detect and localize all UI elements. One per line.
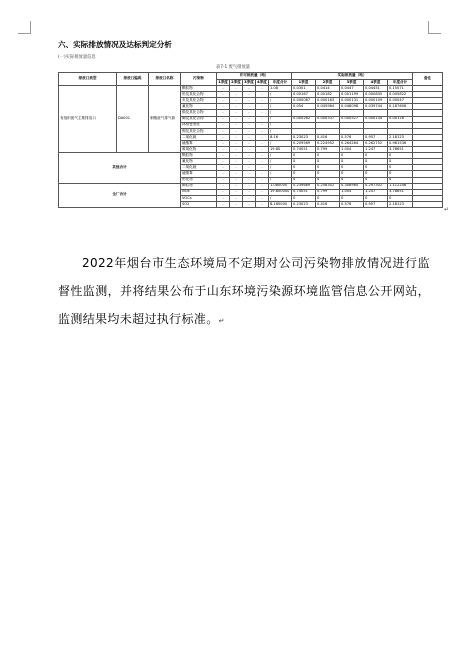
actual-value-cell: 0 [388,171,413,177]
actual-value-cell: 0 [388,159,413,165]
permit-value-cell: - [256,128,269,134]
permit-value-cell: - [230,177,243,183]
sub-title: (一)实际排放量信息 [58,55,96,60]
permit-value-cell: - [243,201,256,207]
permit-value-cell: - [256,116,269,122]
permit-value-cell: / [269,195,292,201]
header-actual-q3: 3季度 [340,80,364,86]
permit-value-cell: - [256,189,269,195]
permit-value-cell: - [243,189,256,195]
actual-value-cell: 0.576 [340,134,364,140]
permit-value-cell: - [217,86,230,92]
actual-value-cell: 1.004 [340,147,364,153]
actual-value-cell: 0 [388,195,413,201]
permit-value-cell: - [243,116,256,122]
actual-value-cell: 0.209569 [292,140,316,146]
pollutant-cell: 氟化物 [181,159,217,165]
actual-value-cell: 0.297302 [364,183,388,189]
permit-value-cell: - [217,128,230,134]
permit-value-cell: - [217,140,230,146]
actual-value-cell: 1.247 [364,189,388,195]
permit-value-cell: / [269,177,292,183]
actual-value-cell: 0 [364,159,388,165]
permit-value-cell: / [269,171,292,177]
permit-value-cell: - [243,171,256,177]
pollutant-cell: SO2 [181,201,217,207]
actual-value-cell: 0 [316,165,340,171]
actual-value-cell: 0.15071 [388,86,413,92]
permit-value-cell: - [230,140,243,146]
permit-value-cell: - [243,134,256,140]
permit-value-cell: - [243,159,256,165]
permit-value-cell: / [269,116,292,122]
actual-value-cell: 0.001199 [340,92,364,98]
permit-value-cell: - [230,86,243,92]
actual-value-cell: 0.258352 [316,183,340,189]
actual-value-cell: 0.000134 [364,116,388,122]
permit-value-cell: - [217,195,230,201]
permit-value-cell: - [256,110,269,116]
actual-value-cell: 0 [364,177,388,183]
permit-value-cell: / [269,153,292,159]
header-actual-q1: 1季度 [292,80,316,86]
header-actual-q4: 4季度 [364,80,388,86]
permit-value-cell: 19.80 [269,147,292,153]
permit-value-cell: / [269,92,292,98]
permit-value-cell: - [256,86,269,92]
actual-value-cell: 0 [364,153,388,159]
permit-value-cell: - [230,189,243,195]
actual-value-cell: 0.262752 [364,140,388,146]
actual-value-cell: 0.000337 [316,116,340,122]
actual-value-cell: 0.039744 [364,104,388,110]
permit-value-cell: - [230,165,243,171]
permit-value-cell: - [217,110,230,116]
actual-value-cell: 0.000087 [292,98,316,104]
actual-value-cell: 0 [340,153,364,159]
permit-value-cell: - [217,116,230,122]
header-pollutant: 污染物 [181,73,217,86]
permit-value-cell: - [217,98,230,104]
pollutant-cell: 硫酸雾 [181,140,217,146]
header-permit-total: 年度合计 [269,80,292,86]
paragraph-mark: ↵ [218,317,225,325]
actual-value-cell: 0.000835 [364,92,388,98]
permit-value-cell: / [269,165,292,171]
actual-value-cell: 0 [292,177,316,183]
actual-value-cell: 0.308964 [340,183,364,189]
actual-value-cell: 0 [364,171,388,177]
permit-value-cell: / [269,104,292,110]
pollutant-cell: 二氧化硫 [181,165,217,171]
permit-value-cell: - [230,110,243,116]
permit-value-cell: - [256,183,269,189]
plant-total-label: 全厂合计 [59,183,181,207]
permit-value-cell: - [230,183,243,189]
actual-value-cell: 3.78651 [388,189,413,195]
pollutant-cell: 铅化物 [181,177,217,183]
permit-value-cell: - [217,153,230,159]
actual-value-cell: 0 [388,177,413,183]
header-remark: 备注 [413,73,443,86]
actual-value-cell: 0.0301 [292,86,316,92]
header-outlet-name: 排放口名称 [149,73,181,86]
permit-value-cell: - [230,201,243,207]
pollutant-cell: 颗粒物 [181,183,217,189]
pollutant-cell: 硫酸雾 [181,171,217,177]
body-paragraph-text: 2022年烟台市生态环境局不定期对公司污染物排放情况进行监督性监测，并将结果公布于山东环境污染源环境监管信息公开网站，监测结果均未超过执行标准。 [58,256,430,326]
pollutant-cell: NOx [181,189,217,195]
permit-value-cell: / [269,110,292,116]
header-outlet-type: 排放口类型 [59,73,117,86]
actual-value-cell: 0.00047 [388,98,413,104]
permit-value-cell: 8.160000 [269,201,292,207]
permit-value-cell: / [269,159,292,165]
permit-value-cell: / [269,98,292,104]
actual-value-cell: 0 [388,153,413,159]
actual-value-cell: 1.112246 [388,183,413,189]
actual-value-cell: 0.576 [340,201,364,207]
actual-value-cell: 0 [316,177,340,183]
permit-value-cell: - [256,104,269,110]
permit-value-cell: - [256,195,269,201]
permit-value-cell: - [217,159,230,165]
page-corner-mark-top-right [428,21,441,34]
permit-value-cell: - [243,147,256,153]
actual-value-cell: 0.264264 [340,140,364,146]
permit-value-cell: - [243,177,256,183]
actual-value-cell: 0 [364,195,388,201]
permit-value-cell: - [230,147,243,153]
permit-value-cell: - [217,134,230,140]
permit-value-cell: - [217,122,230,128]
actual-value-cell: 0 [340,195,364,201]
permit-value-cell: - [217,165,230,171]
header-actual-q2: 2季度 [316,80,340,86]
actual-value-cell: 0.416 [316,201,340,207]
permit-value-cell: - [256,92,269,98]
header-actual-total: 年度合计 [388,80,413,86]
actual-value-cell: 0.045964 [316,104,340,110]
outlet-code-cell: DA001 [117,86,149,153]
actual-value-cell: 0 [316,195,340,201]
table-caption: 表7-1 废气排放量 [215,65,251,70]
actual-value-cell: 0.416 [316,134,340,140]
actual-value-cell: 1.004 [340,189,364,195]
body-paragraph [58,249,430,335]
actual-value-cell: 0 [364,165,388,171]
remark-cell [413,201,443,207]
actual-value-cell: 0.054 [292,104,316,110]
actual-value-cell: 0 [316,159,340,165]
pollutant-cell: 颗粒物 [181,86,217,92]
permit-value-cell: - [243,140,256,146]
permit-value-cell: - [256,98,269,104]
permit-value-cell: - [217,147,230,153]
pollutant-cell: 汞及其化合物 [181,98,217,104]
actual-value-cell: 0.957 [364,201,388,207]
outlet-type-cell: 有组织废气主要排放口 [59,86,117,153]
permit-value-cell: - [243,195,256,201]
actual-value-cell: 0 [340,171,364,177]
actual-value-cell: 0.224952 [316,140,340,146]
section-title: 六、实际排放情况及达标判定分析 [58,40,172,49]
paragraph-mark: ↵ [444,206,450,213]
permit-value-cell: - [256,140,269,146]
permit-value-cell: - [256,201,269,207]
permit-value-cell: - [256,122,269,128]
pollutant-cell: 铅及其化合物 [181,92,217,98]
pollutant-cell: 镉及其化合物 [181,110,217,116]
permit-value-cell: - [230,153,243,159]
actual-value-cell: 1.247 [364,147,388,153]
actual-value-cell: 0.23023 [292,134,316,140]
header-permit-group: 许可排放量（吨） [217,73,292,80]
permit-value-cell: - [217,189,230,195]
permit-value-cell: - [256,177,269,183]
header-outlet-code: 排放口编码 [117,73,149,86]
permit-value-cell: - [243,122,256,128]
actual-value-cell: 0.00128 [388,116,413,122]
pollutant-cell: 锡及其化合物 [181,128,217,134]
header-permit-q4: 4季度 [257,79,267,84]
permit-value-cell: - [217,92,230,98]
actual-value-cell: 0.0414 [316,86,340,92]
actual-value-cell: 0 [316,153,340,159]
actual-value-cell: 0.00167 [292,92,316,98]
permit-value-cell: - [230,134,243,140]
permit-value-cell: / [269,128,292,134]
permit-value-cell: / [269,140,292,146]
permit-value-cell: - [243,98,256,104]
permit-value-cell: - [217,183,230,189]
actual-value-cell: 0 [316,171,340,177]
actual-value-cell: 0.000282 [292,116,316,122]
emission-table [58,72,443,208]
permit-value-cell: - [243,183,256,189]
actual-value-cell: 0.74051 [292,147,316,153]
header-permit-q2: 2季度 [231,79,241,84]
actual-value-cell: 0 [292,195,316,201]
actual-value-cell: 0.048098 [340,104,364,110]
other-total-label: 其他合计 [59,153,181,183]
actual-value-cell: 0.23023 [292,201,316,207]
actual-value-cell: 0 [292,165,316,171]
permit-value-cell: - [217,177,230,183]
permit-value-cell: - [230,122,243,128]
outlet-name-cell: 制酸废气排气筒 [149,86,181,153]
permit-value-cell: - [243,128,256,134]
permit-value-cell: - [243,86,256,92]
actual-value-cell: 3.78651 [388,147,413,153]
actual-value-cell: 0 [388,165,413,171]
permit-value-cell: - [230,195,243,201]
pollutant-cell: 颗粒物 [181,153,217,159]
pollutant-cell: 砷及其化合物 [181,116,217,122]
permit-value-cell: - [217,201,230,207]
permit-value-cell: - [256,134,269,140]
actual-value-cell: 0.04451 [364,86,388,92]
actual-value-cell: 0.000109 [364,98,388,104]
actual-value-cell: 0.0447 [340,86,364,92]
pollutant-cell: 林格曼黑度 [181,122,217,128]
permit-value-cell: - [230,92,243,98]
permit-value-cell: - [243,153,256,159]
permit-value-cell: 8.16 [269,134,292,140]
permit-value-cell: - [256,165,269,171]
permit-value-cell: 1.080000 [269,183,292,189]
permit-value-cell: - [243,104,256,110]
actual-value-cell: 0 [292,153,316,159]
pollutant-cell: 氟化物 [181,104,217,110]
actual-value-cell: 0 [292,171,316,177]
header-permit-q3: 3季度 [244,79,254,84]
actual-value-cell: 0.00182 [316,92,340,98]
actual-value-cell: 0.005822 [388,92,413,98]
permit-value-cell: - [230,104,243,110]
permit-value-cell: - [217,104,230,110]
permit-value-cell: - [230,116,243,122]
actual-value-cell: 0.000131 [340,98,364,104]
permit-value-cell: 1.08 [269,86,292,92]
actual-value-cell: 0.000163 [316,98,340,104]
actual-value-cell: 0.961536 [388,140,413,146]
actual-value-cell: 0 [340,159,364,165]
permit-value-cell: - [230,159,243,165]
page-corner-mark-top-left [18,21,31,34]
pollutant-cell: 二氧化硫 [181,134,217,140]
pollutant-cell: 氮氧化物 [181,147,217,153]
actual-value-cell: 0 [292,159,316,165]
permit-value-cell: - [217,171,230,177]
permit-value-cell: 19.800000 [269,189,292,195]
permit-value-cell: - [256,153,269,159]
permit-value-cell: - [230,171,243,177]
permit-value-cell: - [256,159,269,165]
permit-value-cell: - [230,98,243,104]
actual-value-cell: 0.239669 [292,183,316,189]
permit-value-cell: - [243,165,256,171]
actual-value-cell: 2.18123 [388,201,413,207]
actual-value-cell: 0.957 [364,134,388,140]
permit-value-cell: - [256,147,269,153]
permit-value-cell: / [269,122,292,128]
permit-value-cell: - [230,128,243,134]
permit-value-cell: - [243,110,256,116]
actual-value-cell: 0.74051 [292,189,316,195]
actual-value-cell: 0.799 [316,147,340,153]
actual-value-cell: 0.000527 [340,116,364,122]
table-header-row [59,73,443,80]
actual-value-cell: 0 [340,165,364,171]
actual-value-cell: 0.799 [316,189,340,195]
actual-value-cell: 0 [340,177,364,183]
actual-value-cell: 2.18123 [388,134,413,140]
permit-value-cell: - [256,171,269,177]
header-permit-q1: 1季度 [218,79,228,84]
permit-value-cell: - [243,92,256,98]
header-actual-group: 实际排放量（吨） [292,73,413,80]
actual-value-cell: 0.187606 [388,104,413,110]
pollutant-cell: VOCs [181,195,217,201]
